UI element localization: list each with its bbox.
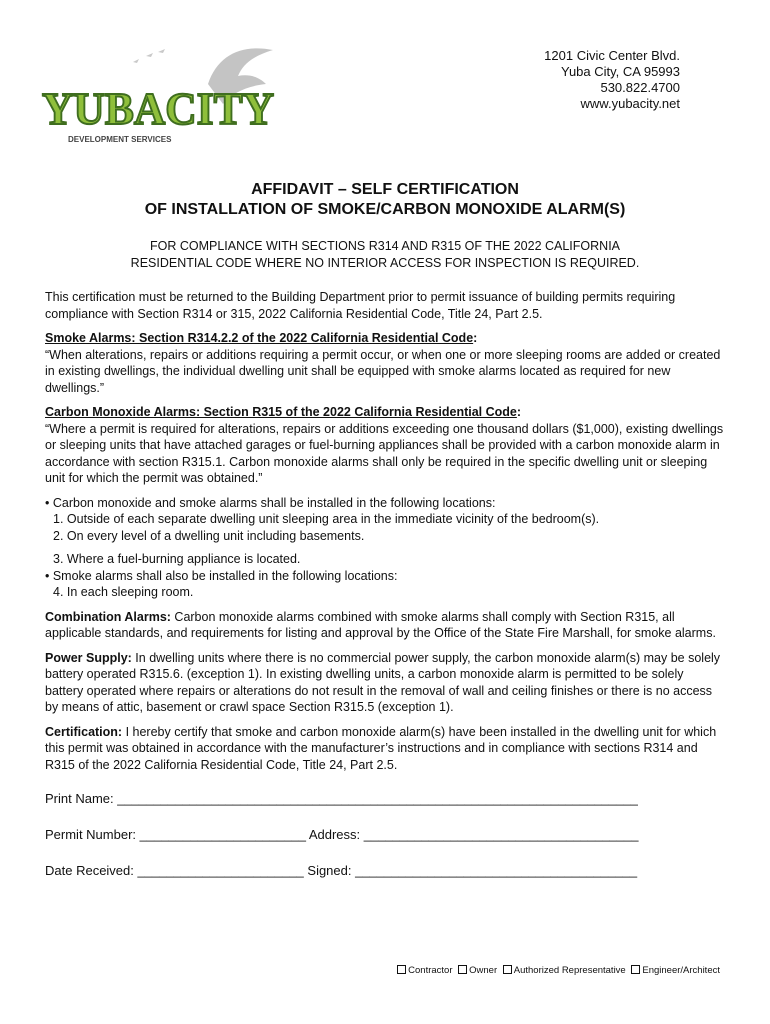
checkbox-label: Owner <box>469 965 498 976</box>
engineer-architect-checkbox[interactable] <box>631 965 640 974</box>
smoke-text: “When alterations, repairs or additions requiring a permit occur, or when one or more sleeping rooms are added or created in existing dwellings, the individual dwelling unit shall be equipped with smoke alarms located as required for new dwellings.” <box>45 347 721 395</box>
bullet-smoke-locations: • Smoke alarms shall also be installed in the following locations: <box>45 568 398 583</box>
title-line: OF INSTALLATION OF SMOKE/CARBON MONOXIDE ALARM(S) <box>144 201 626 218</box>
certification-label: Certification: <box>45 724 123 739</box>
address-line: Yuba City, CA 95993 <box>560 64 680 79</box>
document-title <box>0 180 770 220</box>
certification-text: I hereby certify that smoke and carbon monoxide alarm(s) have been installed in the dwelling unit for which this permit was obtained in accordance with the manufacturer’s instructions and in compliance with sections R314 and R315 of the 2022 California Residential Code, Title 24, Part 2.5. <box>45 724 717 772</box>
contractor-checkbox[interactable] <box>397 965 406 974</box>
power-text: In dwelling units where there is no commercial power supply, the carbon monoxide alarm(s) may be solely battery operated R315.6. (exception 1). In existing dwelling units, a carbon monoxide alarm is permitted to be solely battery operated where repairs or alterations do not result in the removal of wall and ceiling finishes or there is no access by means of attic, basement or crawl space Section R315.5 (exception 1). <box>45 650 721 714</box>
permit-address-field[interactable]: Permit Number: _______________________ Address: ______________________________________ <box>45 827 639 842</box>
document-body <box>45 289 725 879</box>
list-item: 2. On every level of a dwelling unit including basements. <box>53 528 365 543</box>
checkbox-label: Engineer/Architect <box>642 965 720 976</box>
bullet-locations: • Carbon monoxide and smoke alarms shall be installed in the following locations: <box>45 495 496 510</box>
address-phone: 530.822.4700 <box>600 80 680 95</box>
address-website: www.yubacity.net <box>580 96 680 111</box>
subtitle-line: FOR COMPLIANCE WITH SECTIONS R314 AND R315 OF THE 2022 CALIFORNIA <box>149 239 621 253</box>
checkbox-label: Contractor <box>408 965 453 976</box>
list-item: 1. Outside of each separate dwelling unit sleeping area in the immediate vicinity of the bedroom(s). <box>53 512 600 526</box>
document-subtitle <box>0 238 770 272</box>
co-text: “Where a permit is required for alterations, repairs or additions exceeding one thousand dollars ($1,000), existing dwellings or sleeping units that have attached garages or fuel-burning appliances shall be provided with a carbon monoxide alarm in accordance with section R315.1. Carbon monoxide alarms shall only be required in the specific dwelling unit or sleeping unit for which the permit was obtained.” <box>45 421 724 485</box>
co-heading-text: Carbon Monoxide Alarms: Section R315 of the 2022 California Residential Code <box>45 405 517 419</box>
yuba-city-logo <box>38 44 283 149</box>
combination-paragraph <box>45 609 725 642</box>
date-signed-field[interactable]: Date Received: _______________________ Signed: _______________________________________ <box>45 863 638 878</box>
logo-tagline: DEVELOPMENT SERVICES <box>68 135 172 144</box>
city-address <box>544 48 680 112</box>
print-name-field[interactable]: Print Name: ________________________________________________________________________ <box>45 791 638 806</box>
list-item: 4. In each sleeping room. <box>53 585 194 599</box>
owner-checkbox[interactable] <box>458 965 467 974</box>
signer-type-checkboxes <box>394 965 720 976</box>
combination-text: Carbon monoxide alarms combined with smoke alarms shall comply with Section R315, all applicable standards, and requirements for listing and approval by the Office of the State Fire Marshall, for smoke alarms. <box>45 609 716 640</box>
certification-paragraph <box>45 724 725 774</box>
checkbox-label: Authorized Representative <box>513 965 626 976</box>
subtitle-line: RESIDENTIAL CODE WHERE NO INTERIOR ACCESS FOR INSPECTION IS REQUIRED. <box>130 256 640 270</box>
address-line: 1201 Civic Center Blvd. <box>544 48 680 63</box>
logo-wordmark: YUBACITY <box>42 83 274 134</box>
authorized-representative-checkbox[interactable] <box>503 965 512 974</box>
list-item: 3. Where a fuel-burning appliance is located. <box>53 552 301 566</box>
intro-paragraph: This certification must be returned to the Building Department prior to permit issuance of building permits requiring compliance with Section R314 or 315, 2022 California Residential Code, Title 24, Part 2.5. <box>45 290 676 321</box>
combination-label: Combination Alarms: <box>45 609 171 624</box>
title-line: AFFIDAVIT – SELF CERTIFICATION <box>251 181 519 198</box>
co-heading: Carbon Monoxide Alarms: Section R315 of the 2022 California Residential Code: <box>45 405 522 419</box>
power-label: Power Supply: <box>45 650 132 665</box>
locations-list <box>45 511 725 568</box>
birds-icon <box>133 49 165 63</box>
smoke-locations-list <box>45 584 725 601</box>
smoke-heading-text: Smoke Alarms: Section R314.2.2 of the 2022 California Residential Code <box>45 331 474 345</box>
power-paragraph <box>45 650 725 716</box>
smoke-heading: Smoke Alarms: Section R314.2.2 of the 2022 California Residential Code: <box>45 331 478 345</box>
